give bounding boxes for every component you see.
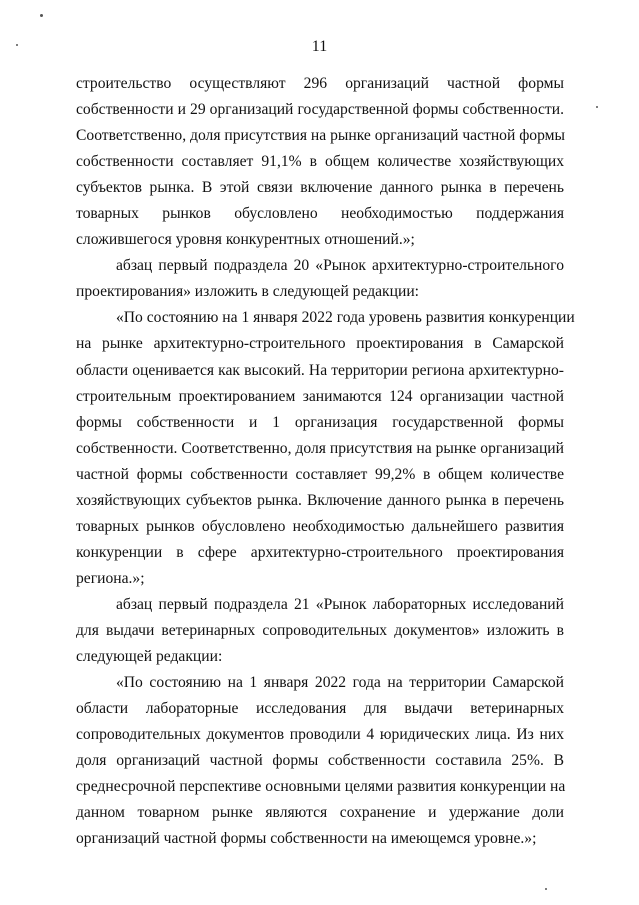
text-line: строительным проектированием занимаются 124 организации частной xyxy=(76,387,564,405)
text-line: среднесрочной перспективе основными целями развития конкуренции на xyxy=(76,778,566,796)
text-line: хозяйствующих субъектов рынка. Включение данного рынка в перечень xyxy=(76,491,564,509)
text-line: Соответственно, доля присутствия на рынке организаций частной формы xyxy=(76,127,566,145)
text-line: данном товарном рынке являются сохранение и удержание доли xyxy=(76,804,564,822)
text-line: абзац первый подраздела 20 «Рынок архитектурно-строительного xyxy=(116,257,564,275)
text-line: собственности. Соответственно, доля присутствия на рынке организаций xyxy=(76,439,564,457)
text-line: следующей редакции: xyxy=(76,648,223,666)
page-number: 11 xyxy=(311,38,328,55)
scan-speck xyxy=(545,888,547,890)
text-line: товарных рынков обусловлено необходимостью дальнейшего развития xyxy=(76,517,564,535)
text-line: сложившегося уровня конкурентных отношений.»; xyxy=(76,231,415,249)
text-line: области оценивается как высокий. На территории региона архитектурно- xyxy=(76,361,564,379)
text-line: абзац первый подраздела 21 «Рынок лабораторных исследований xyxy=(116,595,564,613)
scan-speck xyxy=(16,44,18,46)
text-line: доля организаций частной формы собственности составила 25%. В xyxy=(76,752,564,770)
text-line: строительство осуществляют 296 организаций частной формы xyxy=(76,75,564,92)
document-body xyxy=(76,71,575,852)
text-line: региона.»; xyxy=(76,569,145,587)
text-line: собственности и 29 организаций государственной формы собственности. xyxy=(76,101,564,119)
text-line: области лабораторные исследования для выдачи ветеринарных xyxy=(76,700,564,718)
text-line: собственности составляет 91,1% в общем количестве хозяйствующих xyxy=(76,153,564,171)
text-line: частной формы собственности составляет 99,2% в общем количестве xyxy=(76,465,564,483)
text-line: формы собственности и 1 организация государственной формы xyxy=(76,413,564,431)
text-line: «По состоянию на 1 января 2022 года уровень развития конкуренции xyxy=(116,309,575,327)
text-line: субъектов рынка. В этой связи включение данного рынка в перечень xyxy=(76,179,564,197)
scan-speck xyxy=(596,106,598,108)
text-line: «По состоянию на 1 января 2022 года на территории Самарской xyxy=(116,674,564,692)
text-line: товарных рынков обусловлено необходимостью поддержания xyxy=(76,205,564,223)
scan-speck xyxy=(40,14,43,17)
text-line: проектирования» изложить в следующей редакции: xyxy=(76,283,419,301)
text-line: на рынке архитектурно-строительного проектирования в Самарской xyxy=(76,335,564,353)
text-line: для выдачи ветеринарных сопроводительных документов» изложить в xyxy=(76,621,564,639)
text-line: конкуренции в сфере архитектурно-строительного проектирования xyxy=(76,543,564,561)
text-line: организаций частной формы собственности на имеющемся уровне.»; xyxy=(76,830,537,848)
text-line: сопроводительных документов проводили 4 юридических лица. Из них xyxy=(76,726,564,744)
